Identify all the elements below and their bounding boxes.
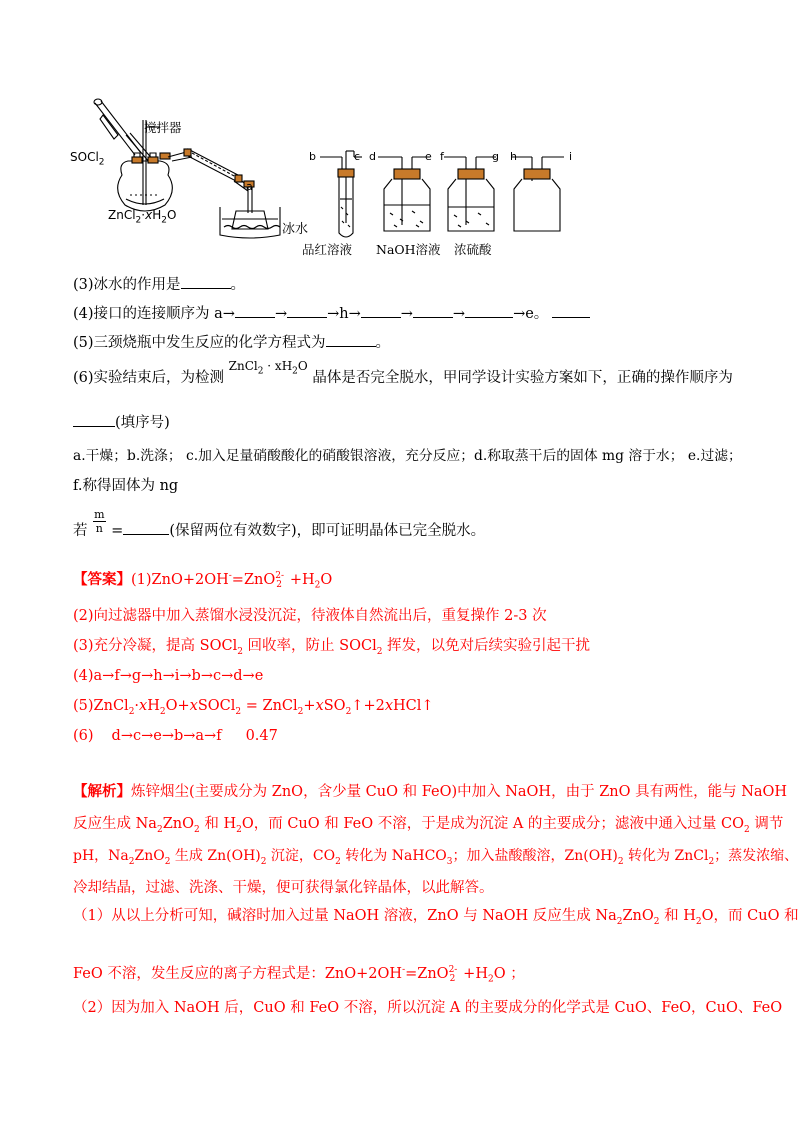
bottle1-label: 品红溶液 [302,242,353,257]
analysis-line-3: pH，$Na_2ZnO_2$ 生成 $Zn(OH)_2$ 沉淀，$CO_2$ 转化为 NaHCO$_3$；加入盐酸酸溶，$Zn(OH)_2$ 转化为 ZnCl$_2$；蒸发浓缩、 [73,848,799,867]
answer-line-2: (2)向过滤器中加入蒸馏水浸没沉淀，待液体自然流出后，重复操作 2-3 次 [73,608,547,624]
analysis-tag: 【解析】 [73,783,131,800]
analysis-line-4: 冷却结晶，过滤、洗涤、干燥，便可获得氯化锌晶体，以此解答。 [73,880,494,896]
ratio-numerator: m [94,508,105,521]
port-g-label: g [492,150,499,163]
stirrer-label: 搅拌器 [144,120,182,135]
bottle2-label: NaOH溶液 [376,242,441,257]
answer-line-4: (4)a→f→g→h→i→b→c→d→e [73,668,264,684]
q6-formula: ZnCl2 · xH2O [228,359,308,377]
analysis-line-2: 反应生成 $Na_2ZnO_2$ 和 $H_2O$，而 CuO 和 FeO 不溶，于是成为沉淀 A 的主要成分；滤液中通入过量 $CO_2$ 调节 [73,816,784,835]
answer-line-6: (6) d→c→e→b→a→f 0.47 [73,728,278,744]
question-6: (6)实验结束后，为检测 $^{ZnCl_2 \cdot xH_2O}$ 晶体是否完全脱水，甲同学设计实验方案如下，正确的操作顺序为 [73,359,733,386]
question-3: (3)冰水的作用是 。 [73,274,245,295]
analysis-line-1: 【解析】炼锌烟尘(主要成分为 ZnO，含少量 CuO 和 FeO)中加入 NaOH，由于 ZnO 具有两性，能与 NaOH [73,783,788,800]
analysis-line-7: （2）因为加入 NaOH 后，CuO 和 FeO 不溶，所以沉淀 A 的主要成分的化学式是 CuO、FeO，CuO、FeO [73,1000,783,1016]
bottle3-label: 浓硫酸 [454,242,492,257]
port-b-label: b [309,150,316,163]
question-6-ratio: 若 $\frac{m}{n}$ = (保留两位有效数字)，即可证明晶体已完全脱水。 [73,508,486,539]
answer-tag: 【答案】 [73,570,131,588]
ratio-denominator: n [95,522,103,535]
port-d-label: d [369,150,376,163]
port-c-label: c [354,150,361,163]
ice-water-label: 冰水 [282,222,309,237]
port-a-label: a [246,180,253,193]
answer-line-3: (3)充分冷凝，提高 SOCl$_2$ 回收率，防止 SOCl$_2$ 挥发，以免对后续实验引起干扰 [73,638,591,657]
port-e-label: e [425,150,432,163]
question-5: (5)三颈烧瓶中发生反应的化学方程式为 。 [73,332,390,353]
analysis-line-6: FeO 不溶，发生反应的离子方程式是：ZnO+2OH-=ZnO 2- 2 $+H_2O$ ； [73,964,525,985]
question-4: (4)接口的连接顺序为 a→ → →h→ → → →e。 [73,303,590,324]
answer-line-1: 【答案】(1)ZnO+2OH-=ZnO 2- 2 $+H_2O$ [73,570,333,591]
question-6-options: a.干燥；b.洗涤； c.加入足量硝酸酸化的硝酸银溶液，充分反应；d.称取蒸干后的固体 mg 溶于水； e.过滤； [73,448,742,464]
port-f-label: f [440,150,444,163]
port-i-label: i [569,150,573,163]
answer-line-5: $(5)ZnCl_2\cdot xH_2O+xSOCl_2$ = ZnCl$_2$+xSO$_2$↑+2xHCl↑ [73,698,434,717]
question-6-option-f: f.称得固体为 ng [73,478,179,494]
analysis-line-5: （1）从以上分析可知，碱溶时加入过量 NaOH 溶液，ZnO 与 NaOH 反应生成 $Na_2ZnO_2$ 和 $H_2O$，而 CuO 和 [73,908,799,927]
zncl2-label: $ZnCl_2\cdot xH_2O$ [108,208,177,226]
socl2-label: SOCl$_2$ [70,150,105,168]
port-h-label: h [510,150,517,163]
question-6-fill: (填序号) [73,412,170,433]
